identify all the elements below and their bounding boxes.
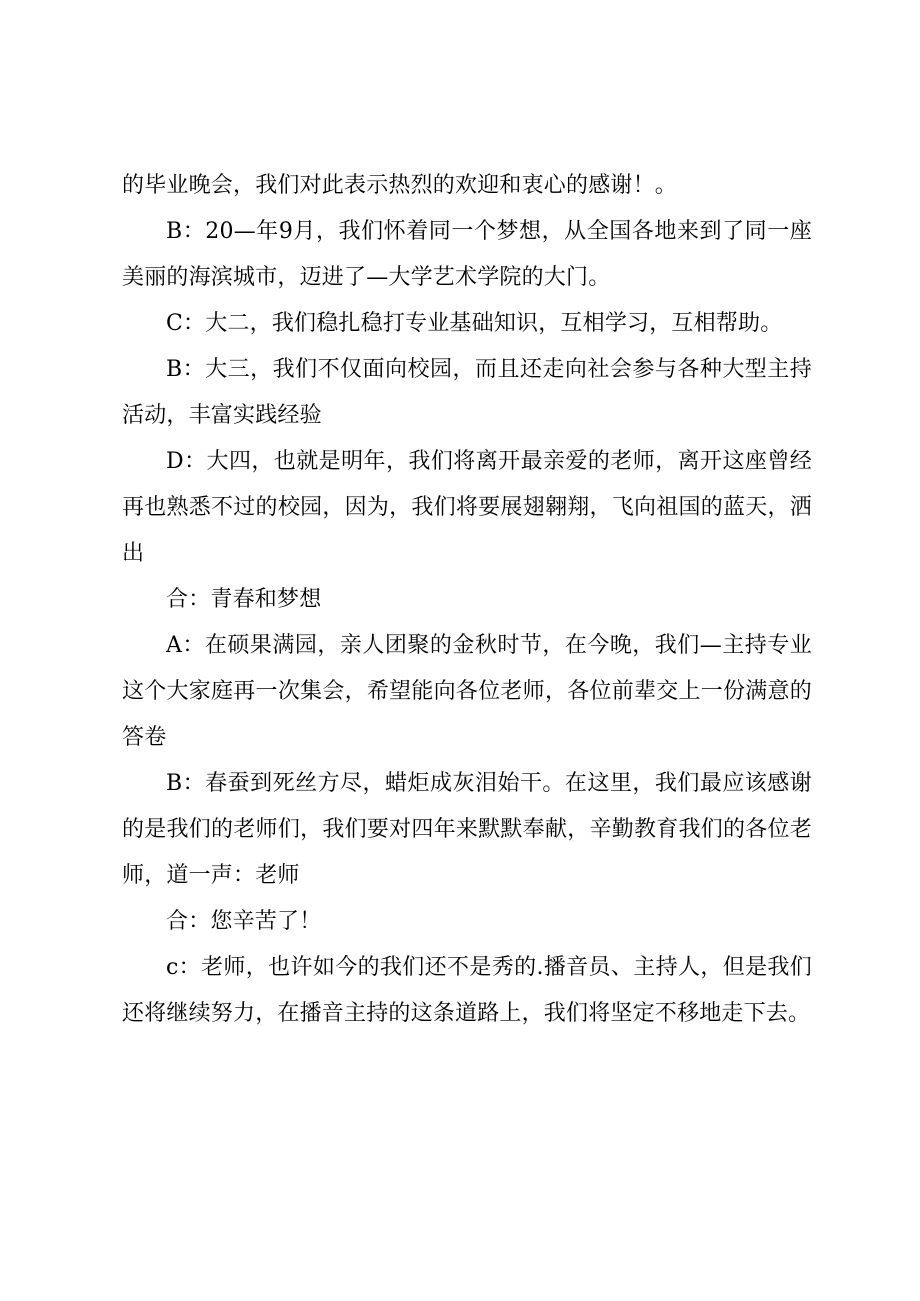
paragraph-6: 合：青春和梦想 (166, 587, 322, 612)
paragraph-9: 合：您辛苦了！ (166, 909, 322, 934)
paragraph-7: A：在硕果满园，亲人团聚的金秋时节，在今晚，我们—主持专业这个大家庭再一次集会，希望能向各位老师，各位前辈交上一份满意的答卷 (122, 633, 812, 750)
paragraph-3: C：大二，我们稳扎稳打专业基础知识，互相学习，互相帮助。 (166, 311, 783, 336)
paragraph-10: c：老师，也许如今的我们还不是秀的.播音员、主持人，但是我们还将继续努力，在播音主持的这条道路上，我们将坚定不移地走下去。 (122, 955, 812, 1026)
paragraph-8: B：春蚕到死丝方尽，蜡炬成灰泪始干。在这里，我们最应该感谢的是我们的老师们，我们要对四年来默默奉献，辛勤教育我们的各位老师，道一声：老师 (122, 771, 812, 888)
document-body (122, 163, 812, 1037)
paragraph-1: 的毕业晚会，我们对此表示热烈的欢迎和衷心的感谢！。 (122, 173, 678, 198)
paragraph-5: D：大四，也就是明年，我们将离开最亲爱的老师，离开这座曾经再也熟悉不过的校园，因为，我们将要展翅翱翔，飞向祖国的蓝天，洒出 (122, 449, 812, 566)
paragraph-2: B：20—年9月，我们怀着同一个梦想，从全国各地来到了同一座美丽的海滨城市，迈进了—大学艺术学院的大门。 (122, 219, 812, 290)
paragraph-4: B：大三，我们不仅面向校园，而且还走向社会参与各种大型主持活动，丰富实践经验 (122, 357, 812, 428)
